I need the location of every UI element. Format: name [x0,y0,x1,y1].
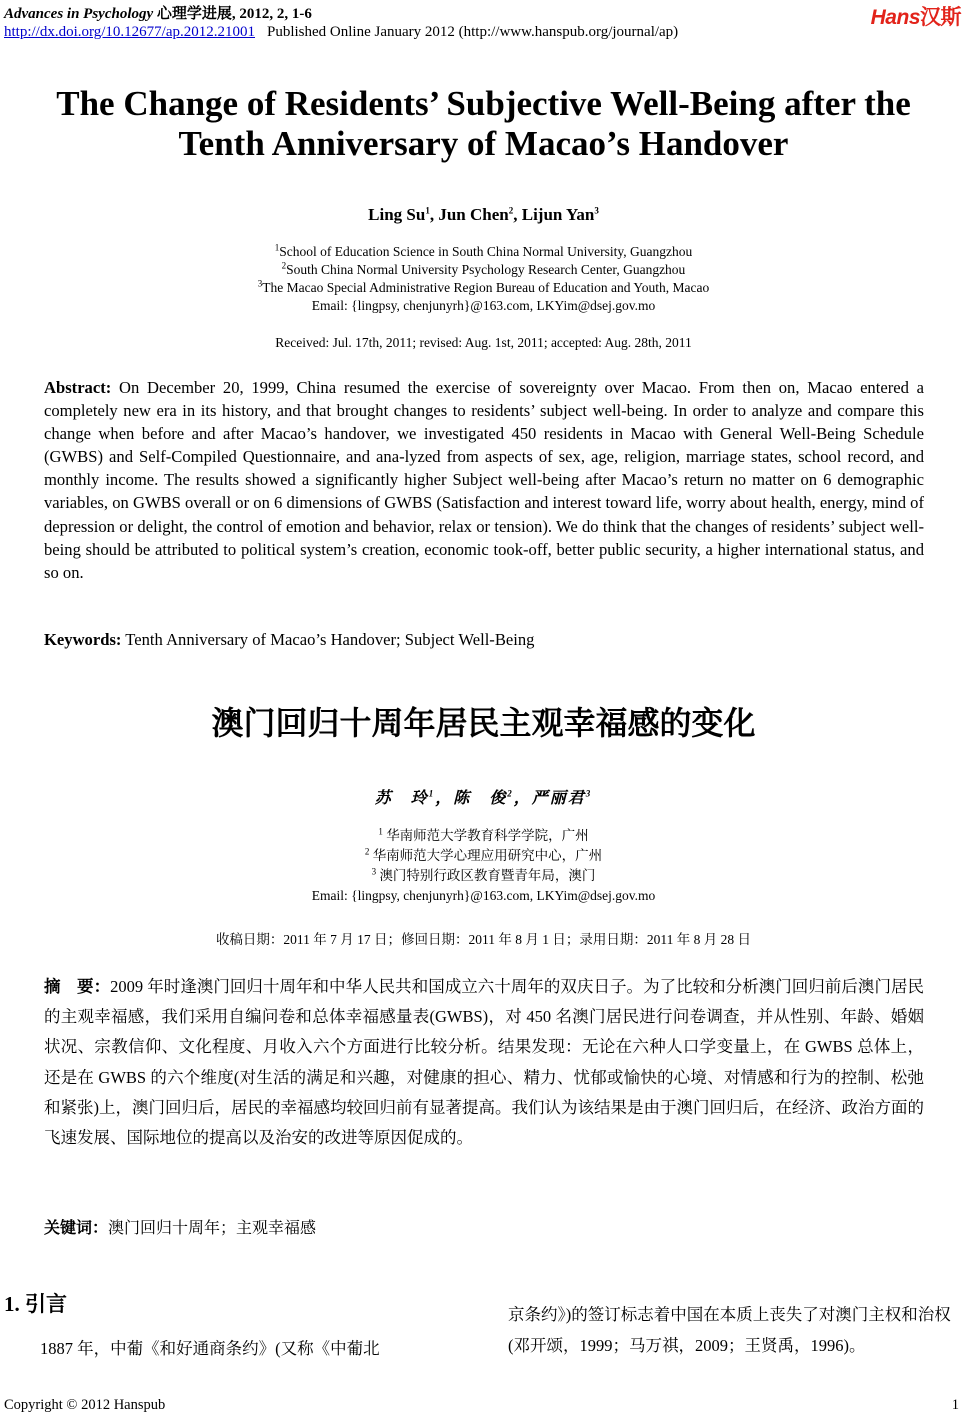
body-left-column: 1887 年，中葡《和好通商条约》(又称《中葡北 [40,1339,380,1358]
aff-sup: 2 [281,260,287,271]
hans-logo [871,1,961,31]
aff-text: 澳门特别行政区教育暨青年局，澳门 [379,868,596,883]
body-right-column: 京条约》)的签订标志着中国在本质上丧失了对澳门主权和治权(邓开颂，1999；马万祺，2009；王贤禹，1996)。 [508,1305,951,1355]
title-line-2: Tenth Anniversary of Macao’s Handover [178,124,789,163]
logo-en: Hans [870,6,920,29]
author-name: Lijun Yan [521,205,595,224]
author-name: 陈 俊 [453,790,508,807]
paper-title [20,84,947,164]
aff-sup: 1 [378,826,383,837]
aff-text: The Macao Special Administrative Region Bureau of Education and Youth, Macao [262,280,710,295]
affiliations-cn [0,826,967,906]
email-en: Email: {lingpsy, chenjunyrh}@163.com, LKYim@dsej.gov.mo [311,298,656,313]
aff-sup: 2 [364,846,370,857]
affiliation [0,866,967,886]
affiliation [0,261,967,279]
doi-line [4,24,678,41]
affiliation [0,846,967,866]
copyright: Copyright © 2012 Hanspub [4,1397,166,1413]
affiliation [0,826,967,846]
author-sep: ， [513,790,532,807]
keywords-en [44,630,924,650]
author-sup: 2 [508,205,514,216]
journal-volume: 心理学进展, 2012, 2, 1-6 [156,6,312,22]
received-dates-cn: 收稿日期：2011 年 7 月 17 日；修回日期：2011 年 8 月 1 日；录用日期：2011 年 8 月 28 日 [215,932,752,947]
email-cn: Email: {lingpsy, chenjunyrh}@163.com, LKYim@dsej.gov.mo [311,888,656,903]
aff-sup: 3 [371,866,377,877]
keywords-label: Keywords: [44,630,122,649]
author-sup: 2 [507,788,514,799]
author-name: 严丽君 [531,790,586,807]
abstract-label-cn: 摘 要： [44,977,111,996]
aff-text: 华南师范大学心理应用研究中心，广州 [372,848,603,863]
abstract-text: On December 20, 1999, China resumed the exercise of sovereignty over Macao. From then on, Macao entered a completely new era in its history, and that brought changes to residents’ subject well-being. In order to analyze and compare this change when before and after Macao’s handover, we investigated 450 residents in Macao with General Well-Being Schedule (GWBS) and Self-Compiled Questionnaire, and ana-lyzed from aspects of sex, age, religion, marriage states, school record, and monthly income. The results showed a significantly higher Subject well-being after Macao’s return no matter on 6 demographic variables, on GWBS overall or on 6 dimensions of GWBS (Satisfaction and interest toward life, worry about health, energy, mind of depression or delight, the control of emotion and behavior, relax or tension). We do think that the changes of residents’ subject well-being should be attributed to political system’s creation, economic took-off, better public security, a higher international status, and so on. [44,378,924,582]
keywords-text-cn: 澳门回归十周年；主观幸福感 [108,1220,317,1237]
affiliation [0,279,967,297]
authors-cn [0,785,967,808]
published-online: Published Online January 2012 (http://www.hanspub.org/journal/ap) [266,24,679,40]
affiliation [0,243,967,261]
journal-header [4,2,312,23]
logo-cn: 汉斯 [920,6,961,29]
doi-link[interactable]: http://dx.doi.org/10.12677/ap.2012.21001 [4,24,255,40]
keywords-label-cn: 关键词： [44,1218,109,1237]
abstract-cn [44,972,924,1153]
author-name: Ling Su [368,205,426,224]
keywords-cn [44,1215,316,1238]
abstract-label: Abstract: [44,378,112,397]
aff-text: School of Education Science in South China Normal University, Guangzhou [279,244,693,259]
abstract-en [44,376,924,584]
author-sep: , [513,205,522,224]
received-dates-en: Received: Jul. 17th, 2011; revised: Aug. 1st, 2011; accepted: Aug. 28th, 2011 [275,335,692,350]
author-sup: 1 [425,205,430,216]
aff-sup: 3 [257,278,263,289]
affiliations-en [0,243,967,315]
aff-text: 华南师范大学教育科学学院，广州 [386,828,589,843]
abstract-text-cn: 2009 年时逢澳门回归十周年和中华人民共和国成立六十周年的双庆日子。为了比较和分析澳门回归前后澳门居民的主观幸福感，我们采用自编问卷和总体幸福感量表(GWBS)，对 450 名澳门居民进行问卷调查，并从性别、年龄、婚姻状况、宗教信仰、文化程度、月收入六个方面进行比较分析。结果发现：无论在六种人口学变量上，在 GWBS 总体上，还是在 GWBS 的六个维度(对生活的满足和兴趣，对健康的担心、精力、忧郁或愉快的心境、对情感和行为的控制、松弛和紧张)上，澳门回归后，居民的幸福感均较回归前有显著提高。我们认为该结果是由于澳门回归后，在经济、政治方面的飞速发展、国际地位的提高以及治安的改进等原因促成的。 [44,977,925,1148]
aff-sup: 1 [274,242,280,253]
aff-text: South China Normal University Psychology Research Center, Guangzhou [286,262,686,277]
keywords-text: Tenth Anniversary of Macao’s Handover; Subject Well-Being [125,630,535,649]
paper-title-cn: 澳门回归十周年居民主观幸福感的变化 [211,705,756,741]
title-line-1: The Change of Residents’ Subjective Well-Being after the [56,84,911,123]
authors-en [0,205,967,225]
section-heading-introduction: 1. 引言 [4,1292,67,1316]
author-sup: 1 [428,788,436,799]
author-sup: 3 [594,205,599,216]
journal-name: Advances in Psychology [4,6,154,22]
author-sep: ， [435,790,454,807]
author-sep: , [429,205,439,224]
page-number: 1 [951,1397,959,1413]
author-name: Jun Chen [438,205,509,224]
author-name: 苏 玲 [374,790,429,807]
author-sup: 3 [585,788,593,799]
